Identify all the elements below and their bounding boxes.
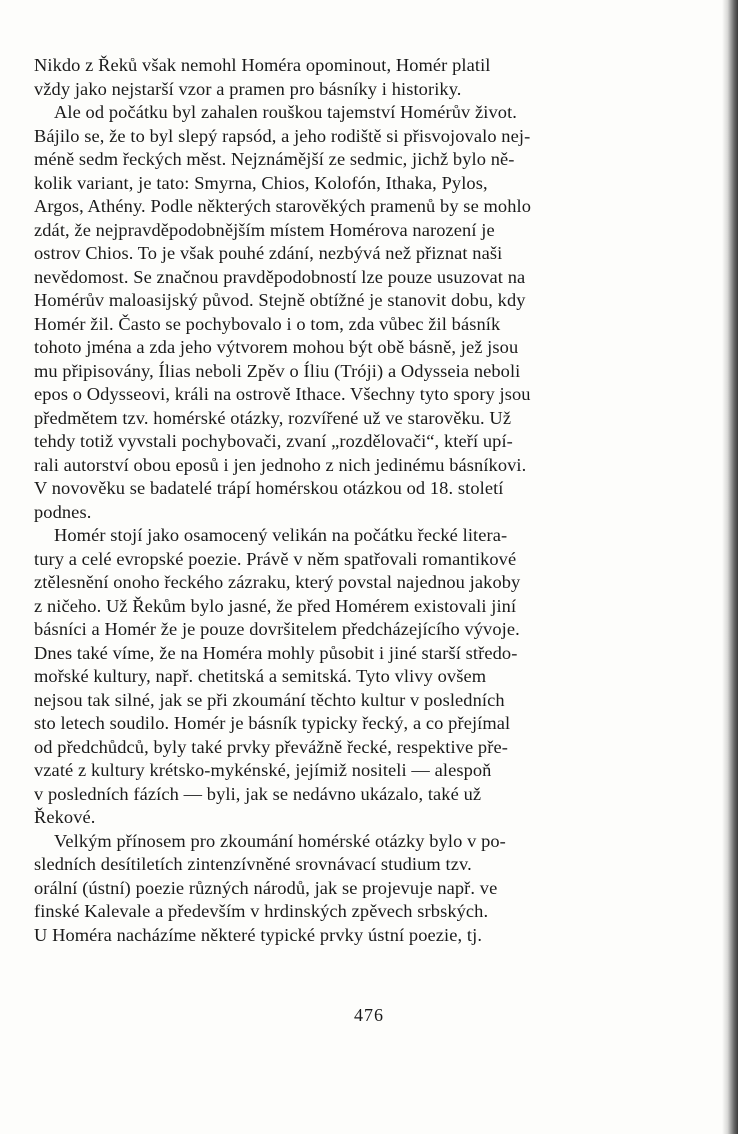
text-line: orální (ústní) poezie různých národů, jak se projevuje např. ve	[34, 877, 498, 898]
text-line: nejsou tak silné, jak se při zkoumání těchto kultur v posledních	[34, 689, 505, 710]
text-line: zdát, že nejpravděpodobnějším místem Homérova narození je	[34, 219, 495, 240]
text-line: sto letech soudilo. Homér je básník typicky řecký, a co přejímal	[34, 713, 511, 733]
text-line: méně sedm řeckých měst. Nejznámější ze sedmic, jichž bylo ně-	[34, 149, 515, 169]
text-line: Řekové.	[34, 807, 96, 827]
text-line: tehdy totiž vyvstali pochybovači, zvaní „rozdělovači“, kteří upí-	[34, 431, 513, 451]
text-line: rali autorství obou eposů i jen jednoho z nich jedinému básníkovi.	[34, 454, 527, 475]
text-line: finské Kalevale a především v hrdinských zpěvech srbských.	[34, 901, 489, 921]
text-line: Dnes také víme, že na Homéra mohly působit i jiné starší středo-	[34, 642, 518, 663]
text-line: V novověku se badatelé trápí homérskou otázkou od 18. století	[34, 478, 504, 498]
text-line: z ničeho. Už Řekům bylo jasné, že před Homérem existovali jiní	[34, 595, 517, 616]
text-line: Bájilo se, že to byl slepý rapsód, a jeho rodiště si přisvojovalo nej-	[34, 125, 531, 146]
paragraph-start: Ale od počátku byl zahalen rouškou tajemství Homérův život.	[54, 102, 517, 122]
page-number: 476	[354, 1005, 384, 1025]
text-line: podnes.	[34, 501, 92, 522]
body-text	[34, 54, 676, 947]
text-line: nevědomost. Se značnou pravděpodobností lze pouze usuzovat na	[34, 266, 526, 287]
text-line: předmětem tzv. homérské otázky, rozvířené už ve starověku. Už	[34, 407, 512, 428]
text-line: v posledních fázích — byli, jak se nedávno ukázalo, také už	[34, 783, 482, 804]
paragraph-start: Homér stojí jako osamocený velikán na počátku řecké litera-	[54, 525, 508, 545]
text-line: ostrov Chios. To je však pouhé zdání, nezbývá než přiznat naši	[34, 243, 503, 263]
paragraph-start: Velkým přínosem pro zkoumání homérské otázky bylo v po-	[54, 830, 506, 851]
text-line: U Homéra nacházíme některé typické prvky ústní poezie, tj.	[34, 924, 483, 945]
text-line: tury a celé evropské poezie. Právě v něm spatřovali romantikové	[34, 548, 517, 569]
text-line: tohoto jména a zda jeho výtvorem mohou být obě básně, jež jsou	[34, 337, 519, 357]
text-line: ztělesnění onoho řeckého zázraku, který povstal najednou jakoby	[34, 572, 521, 592]
text-line: mořské kultury, např. chetitská a semitská. Tyto vlivy ovšem	[34, 666, 487, 686]
text-line: mu připisovány, Ílias neboli Zpěv o Íliu (Tróji) a Odysseia neboli	[34, 360, 521, 381]
text-line: od předchůdců, byly také prvky převážně řecké, respektive pře-	[34, 736, 508, 757]
text-line: Homérův maloasijský původ. Stejně obtížné je stanovit dobu, kdy	[34, 290, 526, 310]
text-line: Argos, Athény. Podle některých starověkých pramenů by se mohlo	[34, 196, 532, 216]
text-line: epos o Odysseovi, králi na ostrově Ithace. Všechny tyto spory jsou	[34, 384, 531, 404]
text-line: vzaté z kultury krétsko-mykénské, jejímiž nositeli — alespoň	[34, 760, 492, 780]
text-line: básníci a Homér že je pouze dovršitelem předcházejícího vývoje.	[34, 619, 520, 639]
text-line: Homér žil. Často se pochybovalo i o tom, zda vůbec žil básník	[34, 313, 501, 334]
page-binding-edge	[722, 0, 738, 1134]
text-line: vždy jako nejstarší vzor a pramen pro básníky i historiky.	[34, 78, 462, 99]
text-line: sledních desítiletích zintenzívněné srovnávací studium tzv.	[34, 854, 472, 874]
text-line: Nikdo z Řeků však nemohl Homéra opominout, Homér platil	[34, 55, 491, 75]
text-line: kolik variant, je tato: Smyrna, Chios, Kolofón, Ithaka, Pylos,	[34, 172, 488, 193]
